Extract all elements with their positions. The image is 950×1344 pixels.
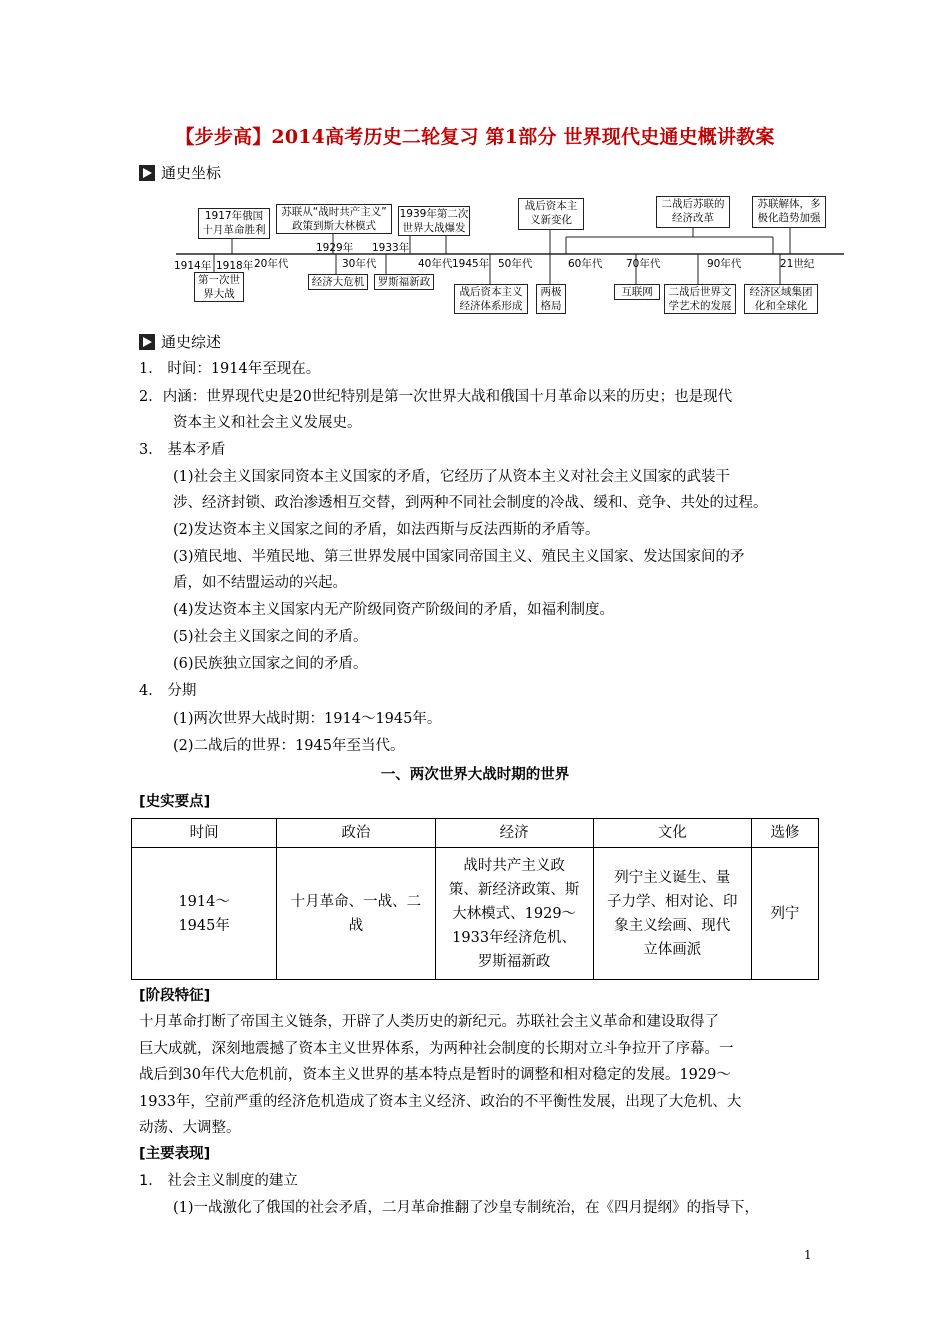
- year-label: 70年代: [626, 258, 661, 270]
- overview-item-2-cont: 资本主义和社会主义发展史。: [173, 415, 362, 431]
- section-title: 通史坐标: [161, 164, 222, 182]
- stage-line: 十月革命打断了帝国主义链条，开辟了人类历史的新纪元。苏联社会主义革命和建设取得了: [139, 1014, 719, 1030]
- timeline-diagram: [168, 192, 848, 322]
- stage-label: [阶段特征]: [139, 988, 211, 1004]
- timeline-box-postwar-culture: 二战后世界文 学艺术的发展: [664, 284, 736, 314]
- header-cell: 文化: [593, 819, 751, 848]
- timeline-box-soviet-reform: 二战后苏联的 经济改革: [656, 196, 730, 228]
- overview-item-4: 4． 分期: [139, 683, 197, 699]
- section-header-overview: [139, 331, 221, 352]
- main-label: [主要表现]: [139, 1146, 211, 1162]
- year-label: 40年代: [418, 258, 453, 270]
- key-points-label: [史实要点]: [139, 794, 211, 810]
- contradiction-1: (1)社会主义国家同资本主义国家的矛盾，它经历了从资本主义对社会主义国家的武装干: [173, 469, 731, 485]
- contradiction-2: (2)发达资本主义国家之间的矛盾，如法西斯与反法西斯的矛盾等。: [173, 522, 600, 538]
- main-item-1: 1． 社会主义制度的建立: [139, 1173, 298, 1189]
- header-cell: 政治: [277, 819, 435, 848]
- year-label: 50年代: [498, 258, 533, 270]
- section-header-timeline: [139, 162, 221, 183]
- overview-item-2: 2．内涵：世界现代史是20世纪特别是第一次世界大战和俄国十月革命以来的历史；也是现代: [139, 389, 733, 405]
- contradiction-3-cont: 盾，如不结盟运动的兴起。: [173, 575, 347, 591]
- timeline-box-ww2-start: 1939年第二次 世界大战爆发: [399, 208, 469, 234]
- contradiction-3: (3)殖民地、半殖民地、第三世界发展中国家同帝国主义、殖民主义国家、发达国家间的矛: [173, 549, 745, 565]
- main-item-1-paragraph: (1)一战激化了俄国的社会矛盾，二月革命推翻了沙皇专制统治，在《四月提纲》的指导下，: [173, 1200, 760, 1216]
- year-label: 90年代: [707, 258, 742, 270]
- stage-line: 巨大成就，深刻地震撼了资本主义世界体系，为两种社会制度的长期对立斗争拉开了序幕。一: [139, 1041, 734, 1057]
- timeline-box-soviet-model: 苏联从“战时共产主义” 政策到斯大林模式: [276, 204, 392, 234]
- section-title: 通史综述: [161, 333, 222, 351]
- cell-culture: 列宁主义诞生、量 子力学、相对论、印 象主义绘画、现代 立体画派: [593, 848, 751, 980]
- header-cell: 经济: [435, 819, 593, 848]
- year-label: 1945年: [452, 258, 490, 270]
- contradiction-1-cont: 涉、经济封锁、政治渗透相互交替，到两种不同社会制度的冷战、缓和、竞争、共处的过程。: [173, 495, 768, 511]
- year-label: 60年代: [568, 258, 603, 270]
- period-2: (2)二战后的世界：1945年至当代。: [173, 738, 405, 754]
- header-cell: 时间: [132, 819, 277, 848]
- cell-politics: 十月革命、一战、二 战: [277, 848, 435, 980]
- year-label: 1918年: [216, 260, 254, 272]
- cell-economy: 战时共产主义政 策、新经济政策、斯 大林模式、1929～ 1933年经济危机、 罗斯福新政: [435, 848, 593, 980]
- timeline-box-two-poles: 两极 格局: [536, 284, 566, 314]
- timeline-box-ww1: 第一次世 界大战: [194, 272, 244, 302]
- contradiction-4: (4)发达资本主义国家内无产阶级同资产阶级间的矛盾，如福利制度。: [173, 602, 615, 618]
- table-row: [132, 848, 819, 980]
- stage-line: 1933年，空前严重的经济危机造成了资本主义经济、政治的不平衡性发展，出现了大危机、大: [139, 1094, 742, 1110]
- stage-line: 动荡、大调整。: [139, 1120, 241, 1136]
- overview-item-1: 1． 时间：1914年至现在。: [139, 361, 321, 377]
- year-label: 1933年: [372, 242, 410, 254]
- cell-elective: 列宁: [751, 848, 818, 980]
- timeline-box-depression: 经济大危机: [308, 274, 368, 290]
- header-cell: 选修: [751, 819, 818, 848]
- year-label: 1929年: [316, 242, 354, 254]
- page-number: 1: [804, 1248, 812, 1262]
- contradiction-6: (6)民族独立国家之间的矛盾。: [173, 656, 368, 672]
- timeline-box-internet: 互联网: [614, 284, 660, 300]
- timeline-box-capitalism-change: 战后资本主 义新变化: [518, 198, 584, 230]
- timeline-box-ussr-collapse: 苏联解体，多 极化趋势加强: [752, 196, 826, 228]
- contradiction-5: (5)社会主义国家之间的矛盾。: [173, 629, 368, 645]
- part-title: 一、两次世界大战时期的世界: [380, 767, 570, 783]
- timeline-box-globalization: 经济区域集团 化和全球化: [744, 284, 818, 314]
- timeline-box-new-deal: 罗斯福新政: [374, 274, 434, 290]
- cell-time: 1914～ 1945年: [132, 848, 277, 980]
- document-title: 【步步高】2014高考历史二轮复习 第1部分 世界现代史通史概讲教案: [175, 126, 775, 148]
- year-label: 21世纪: [780, 258, 815, 270]
- overview-item-3: 3． 基本矛盾: [139, 442, 226, 458]
- period-1: (1)两次世界大战时期：1914～1945年。: [173, 711, 442, 727]
- play-triangle-icon: [139, 334, 155, 350]
- table-header-row: [132, 819, 819, 848]
- play-triangle-icon: [139, 165, 155, 181]
- timeline-box-october: 1917年俄国 十月革命胜利: [198, 208, 270, 239]
- year-label: 1914年: [174, 260, 212, 272]
- year-label: 30年代: [342, 258, 377, 270]
- facts-table: [131, 818, 819, 980]
- stage-line: 战后到30年代大危机前，资本主义世界的基本特点是暂时的调整和相对稳定的发展。1929～: [139, 1067, 731, 1083]
- timeline-box-postwar-system: 战后资本主义 经济体系形成: [454, 284, 528, 314]
- year-label: 20年代: [254, 258, 289, 270]
